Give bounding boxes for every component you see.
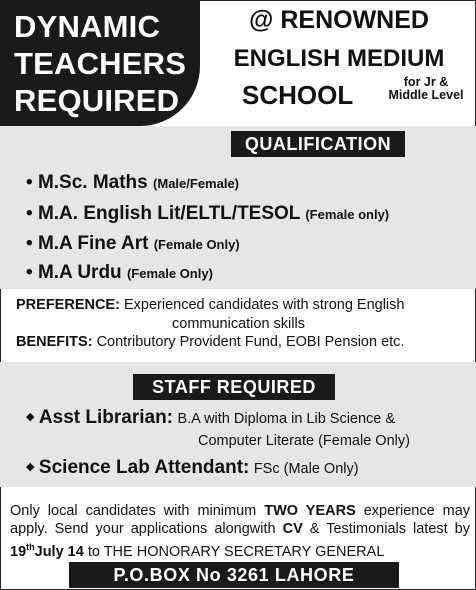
qualification-item	[26, 172, 239, 194]
deadline	[10, 544, 84, 560]
staff-desc-cont: Computer Literate (Female Only)	[198, 433, 410, 449]
school-level-line-2: Middle Level	[388, 88, 464, 102]
benefits-text: Contributory Provident Fund, EOBI Pension etc.	[96, 334, 405, 350]
qualification-item	[26, 262, 213, 284]
qualification-item	[26, 203, 389, 225]
preference-block	[16, 296, 466, 334]
headline-line-2: TEACHERS	[14, 45, 187, 81]
po-box-address: P.O.BOX No 3261 LAHORE	[69, 562, 399, 588]
headline-block	[0, 0, 200, 126]
staff-item	[26, 407, 395, 429]
school-level-line-1: for Jr &	[403, 75, 449, 89]
instruction-text: to THE HONORARY SECRETARY GENERAL	[87, 543, 385, 560]
staff-heading: STAFF REQUIRED	[133, 374, 335, 400]
bullet-icon: •	[26, 203, 33, 224]
qualification-note: (Female Only)	[126, 266, 213, 281]
school-line-2: ENGLISH MEDIUM	[233, 45, 445, 72]
school-line-3: SCHOOL	[242, 80, 354, 110]
preference-text-cont: communication skills	[172, 316, 305, 332]
preference-text: Experienced candidates with strong English	[123, 297, 405, 313]
staff-title: Science Lab Attendant:	[38, 457, 250, 478]
headline-line-1: DYNAMIC	[14, 8, 161, 44]
benefits-block	[16, 334, 466, 350]
preference-label: PREFERENCE:	[16, 297, 120, 313]
diamond-bullet-icon: ◆	[26, 461, 35, 473]
benefits-label: BENEFITS:	[16, 334, 93, 350]
diamond-bullet-icon: ◆	[26, 411, 35, 423]
qualification-title: M.A Urdu	[37, 262, 122, 283]
deadline-month: July 14	[34, 543, 84, 560]
instruction-text: & Testimonials latest by	[309, 521, 470, 537]
qualification-title: M.Sc. Maths	[37, 172, 148, 193]
qualification-note: (Female Only)	[153, 237, 240, 252]
instruction-text: Only local candidates with minimum	[10, 503, 257, 519]
qualification-title: M.A Fine Art	[37, 233, 149, 254]
experience-requirement: TWO YEARS	[264, 503, 356, 519]
bullet-icon: •	[26, 172, 33, 193]
deadline-suffix: th	[26, 542, 35, 552]
headline-line-3: REQUIRED	[14, 82, 180, 118]
qualification-note: (Female only)	[305, 207, 390, 222]
staff-item	[26, 457, 359, 479]
bullet-icon: •	[26, 262, 33, 283]
deadline-day: 19	[10, 543, 27, 560]
school-line-1: @ RENOWNED	[249, 6, 429, 34]
qualification-note: (Male/Female)	[153, 176, 240, 191]
qualification-title: M.A. English Lit/ELTL/TESOL	[37, 203, 301, 224]
staff-desc: B.A with Diploma in Lib Science &	[177, 411, 396, 427]
qualification-item	[26, 233, 240, 255]
staff-desc: FSc (Male Only)	[253, 461, 359, 477]
school-block	[202, 0, 476, 126]
application-instructions	[10, 502, 470, 561]
instruction-text: experience may apply. Send your applications alongwith	[10, 503, 471, 537]
qualification-heading: QUALIFICATION	[231, 131, 405, 157]
school-level	[380, 76, 472, 102]
cv-label: CV	[282, 521, 303, 537]
bullet-icon: •	[26, 233, 33, 254]
staff-title: Asst Librarian:	[38, 407, 174, 428]
